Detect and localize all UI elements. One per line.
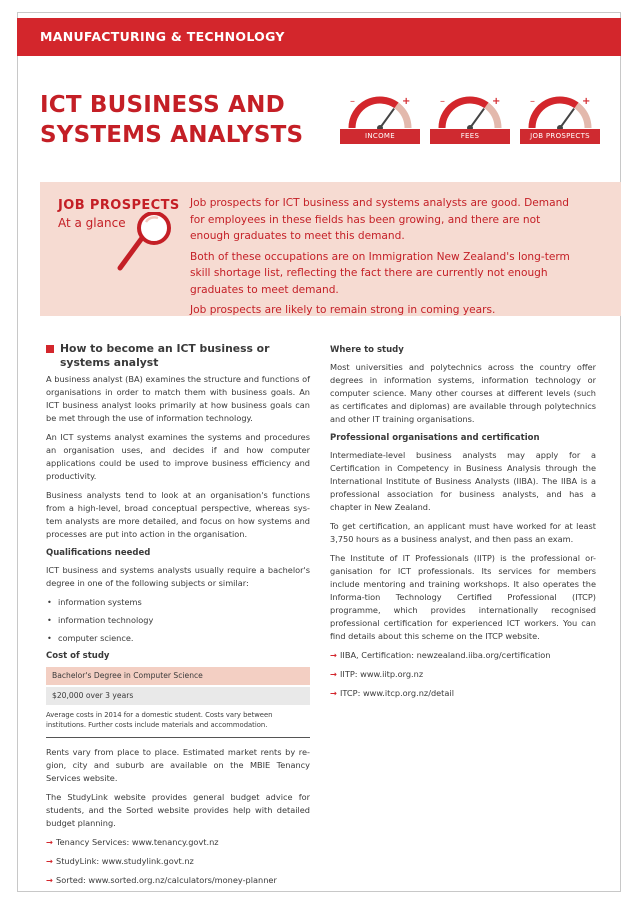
gauge-icon [436, 92, 504, 130]
link-sorted[interactable]: → Sorted: www.sorted.org.nz/calculators/money-planner [46, 875, 277, 885]
job-prospects-panel [40, 182, 621, 316]
bullet-icon: • [47, 633, 52, 643]
arrow-right-icon: → [330, 669, 337, 679]
list-item: • information systems [47, 597, 142, 607]
subject-list [46, 596, 310, 645]
gauge-job-prospects [520, 92, 600, 144]
glance-subtitle: At a glance [58, 216, 126, 230]
glance-paragraph: Job prospects are likely to remain strong in coming years. [190, 304, 496, 316]
arrow-right-icon: → [46, 875, 53, 885]
body-paragraph: To get certification, an applicant must have worked for at least 3,750 hours as a business analyst, and then pass an exam. [330, 521, 596, 544]
body-paragraph: Most universities and polytechnics across the country offer degrees in information systems, information technology or computer science. Many other courses at different levels (such as certificates and diplomas) are available through polytechnics and other IT training organisations. [330, 362, 596, 424]
gauge-fees [430, 92, 510, 144]
section-heading-text: How to become an ICT business or systems analyst [60, 342, 270, 369]
arrow-right-icon: → [46, 856, 53, 866]
link-iitp[interactable]: → IITP: www.iitp.org.nz [330, 669, 424, 679]
gauge-icon [346, 92, 414, 130]
gauge-label: INCOME [340, 129, 420, 144]
right-column [330, 342, 596, 706]
glance-paragraph: Job prospects for ICT business and systems analysts are good. Demand for employees in these fields has been growing, and there are not enough graduates to meet this demand. [190, 197, 570, 242]
cost-table-header: Bachelor's Degree in Computer Science [46, 667, 310, 685]
left-column [46, 342, 310, 893]
link-tenancy-services[interactable]: → Tenancy Services: www.tenancy.govt.nz [46, 837, 219, 847]
page-title-line-1: ICT BUSINESS AND [40, 92, 285, 118]
qualifications-heading: Qualifications needed [46, 548, 151, 558]
page-title [40, 90, 330, 150]
gauge-minus: – [530, 96, 535, 107]
section-heading [46, 342, 310, 370]
professional-organisations-heading: Professional organisations and certification [330, 433, 540, 443]
glance-paragraph: Both of these occupations are on Immigration New Zealand's long-term skill shortage list, reflecting the fact there are currently not enough graduates to meet demand. [190, 250, 570, 296]
rating-gauges [340, 92, 600, 144]
cost-table [46, 667, 310, 705]
link-studylink[interactable]: → StudyLink: www.studylink.govt.nz [46, 856, 194, 866]
body-paragraph: The StudyLink website provides general budget advice for students, and the Sorted website provides help with detailed budget planning. [46, 792, 310, 828]
section-header-title: MANUFACTURING & TECHNOLOGY [40, 29, 285, 44]
arrow-right-icon: → [330, 688, 337, 698]
body-paragraph: Business analysts tend to look at an organisation's functions from a high-level, broad conceptual perspective, whereas sys-tem analysts are more detailed, and focus on how systems and processes are put into action in the organisation. [46, 490, 310, 539]
cost-heading: Cost of study [46, 651, 110, 661]
page-title-line-2: SYSTEMS ANALYSTS [40, 122, 304, 148]
gauge-plus: + [402, 96, 411, 107]
body-paragraph: An ICT systems analyst examines the systems and procedures an organisation uses, and decides if and how computer applications could be used to improve business efficiency and productivity. [46, 432, 310, 481]
link-iiba[interactable]: → IIBA, Certification: newzealand.iiba.org/certification [330, 650, 551, 660]
bullet-icon: • [47, 597, 52, 607]
gauge-minus: – [440, 96, 445, 107]
gauge-icon [526, 92, 594, 130]
magnifying-glass-icon [116, 212, 176, 272]
glance-title: JOB PROSPECTS [58, 198, 180, 213]
body-paragraph: A business analyst (BA) examines the structure and functions of organisations in order to match them with business goals. An ICT business analyst looks primarily at how business goals can be met through the use of information technology. [46, 374, 310, 423]
where-to-study-heading: Where to study [330, 345, 404, 355]
gauge-minus: – [350, 96, 355, 107]
list-item: • computer science. [47, 633, 134, 643]
gauge-plus: + [582, 96, 591, 107]
body-paragraph: ICT business and systems analysts usually require a bachelor's degree in one of the following subjects or similar: [46, 565, 310, 588]
red-square-icon [46, 345, 54, 353]
cost-table-value: $20,000 over 3 years [46, 687, 310, 705]
body-paragraph: Rents vary from place to place. Estimated market rents by re-gion, city and suburb are available on the MBIE Tenancy Services website. [46, 747, 310, 783]
arrow-right-icon: → [330, 650, 337, 660]
list-item: • information technology [47, 615, 154, 625]
gauge-label: FEES [430, 129, 510, 144]
gauge-label: JOB PROSPECTS [520, 129, 600, 144]
cost-note: Average costs in 2014 for a domestic student. Costs vary between institutions. Further costs include materials and accommodation. [46, 710, 310, 738]
link-itcp[interactable]: → ITCP: www.itcp.org.nz/detail [330, 688, 454, 698]
arrow-right-icon: → [46, 837, 53, 847]
bullet-icon: • [47, 615, 52, 625]
glance-body [190, 195, 580, 323]
gauge-income [340, 92, 420, 144]
gauge-plus: + [492, 96, 501, 107]
body-paragraph: The Institute of IT Professionals (IITP) is the professional or-ganisation for ICT professionals. Its services for members include mentoring and training workshops. It also operates the Informa-tion Technology Certified Professional (ITCP) programme, which provides internationally recognised professional certification for experienced ICT workers. You can find details about this scheme on the ITCP website. [330, 553, 596, 641]
body-paragraph: Intermediate-level business analysts may apply for a Certification in Competency in Business Analysis through the International Institute of Business Analysts (IIBA). The IIBA is a professional association for business analysts, and has a chapter in New Zealand. [330, 450, 596, 512]
